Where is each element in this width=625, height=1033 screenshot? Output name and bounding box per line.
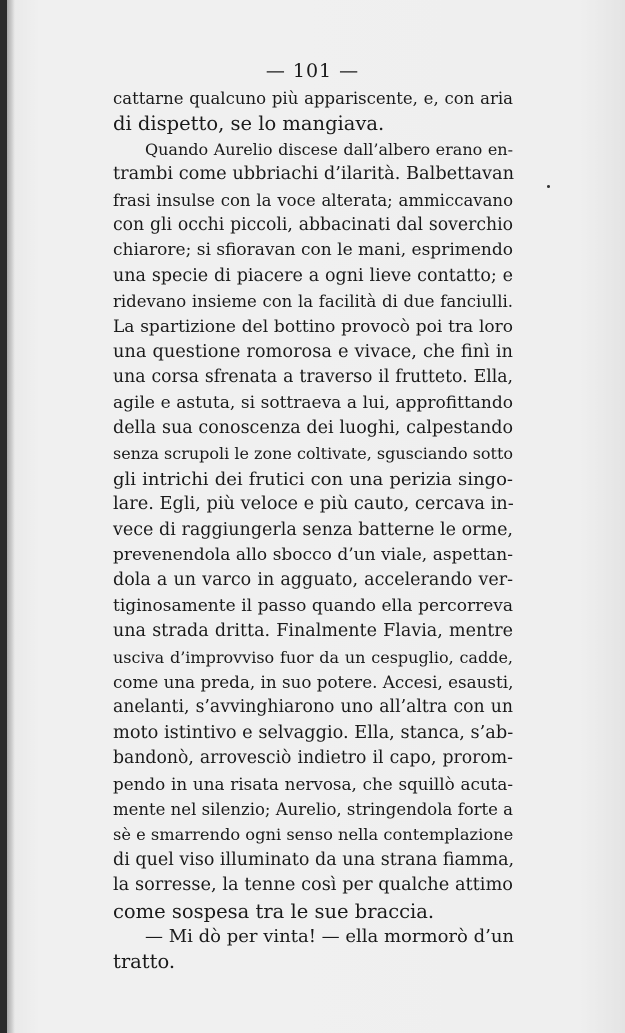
text-line: la sorresse, la tenne così per qualche attimo (113, 875, 513, 896)
text-line: Quando Aurelio discese dall’albero erano en- (145, 139, 513, 159)
text-line: lare. Egli, più veloce e più cauto, cercava in- (113, 494, 514, 515)
text-line: usciva d’improvviso fuor da un cespuglio, cadde, (113, 647, 513, 667)
text-line: vece di raggiungerla senza batterne le orme, (113, 519, 513, 540)
text-line: con gli occhi piccoli, abbacinati dal soverchio (113, 214, 513, 235)
text-line: cattarne qualcuno più appariscente, e, con aria (113, 89, 513, 108)
text-line: prevenendola allo sbocco d’un viale, aspettan- (113, 545, 513, 566)
text-line: La spartizione del bottino provocò poi tra loro (113, 316, 513, 337)
ink-speck (547, 185, 550, 188)
text-line: dola a un varco in agguato, accelerando ver- (113, 570, 513, 591)
text-line: una strada dritta. Finalmente Flavia, mentre (113, 621, 513, 642)
text-line: come sospesa tra le sue braccia. (113, 899, 435, 923)
text-line: chiarore; si sfioravan con le mani, esprimendo (113, 240, 513, 261)
text-line: una questione romorosa e vivace, che finì in (113, 341, 513, 362)
text-line: della sua conoscenza dei luoghi, calpestando (113, 418, 513, 439)
text-line: come una preda, in suo potere. Accesi, esausti, (113, 671, 514, 692)
body-text (113, 86, 513, 975)
text-line: trambi come ubbriachi d’ilarità. Balbettavan (113, 164, 515, 185)
text-line: gli intrichi dei frutici con una perizia singo- (113, 468, 513, 490)
text-line: frasi insulse con la voce alterata; ammiccavano (113, 190, 513, 210)
book-spine-edge (0, 0, 7, 1033)
page-number: — 101 — (265, 60, 360, 82)
text-line: tiginosamente il passo quando ella percorreva (113, 595, 513, 616)
text-line: sè e smarrendo ogni senso nella contemplazione (113, 825, 514, 845)
text-line: ridevano insieme con la facilità di due fanciulli. (113, 292, 513, 312)
text-line: anelanti, s’avvinghiarono uno all’altra con un (113, 697, 513, 718)
text-line: una specie di piacere a ogni lieve contatto; e (113, 265, 513, 286)
text-line: senza scrupoli le zone coltivate, sgusciando sotto (113, 444, 514, 464)
text-line: mente nel silenzio; Aurelio, stringendola forte a (113, 799, 513, 819)
text-line: moto istintivo e selvaggio. Ella, stanca, s’ab- (113, 722, 514, 743)
text-line: di quel viso illuminato da una strana fiamma, (113, 849, 515, 870)
text-line: una corsa sfrenata a traverso il frutteto. Ella, (113, 367, 513, 388)
text-line: — Mi dò per vinta! — ella mormorò d’un (145, 925, 514, 947)
text-line: bandonò, arrovesciò indietro il capo, prorom- (113, 748, 513, 769)
text-line: pendo in una risata nervosa, che squillò acuta- (113, 773, 513, 794)
gutter-shadow (7, 0, 15, 1033)
text-line: agile e astuta, si sottraeva a lui, approfittando (113, 392, 513, 413)
text-line: tratto. (113, 950, 176, 974)
text-line: di dispetto, se lo mangiava. (113, 112, 385, 136)
